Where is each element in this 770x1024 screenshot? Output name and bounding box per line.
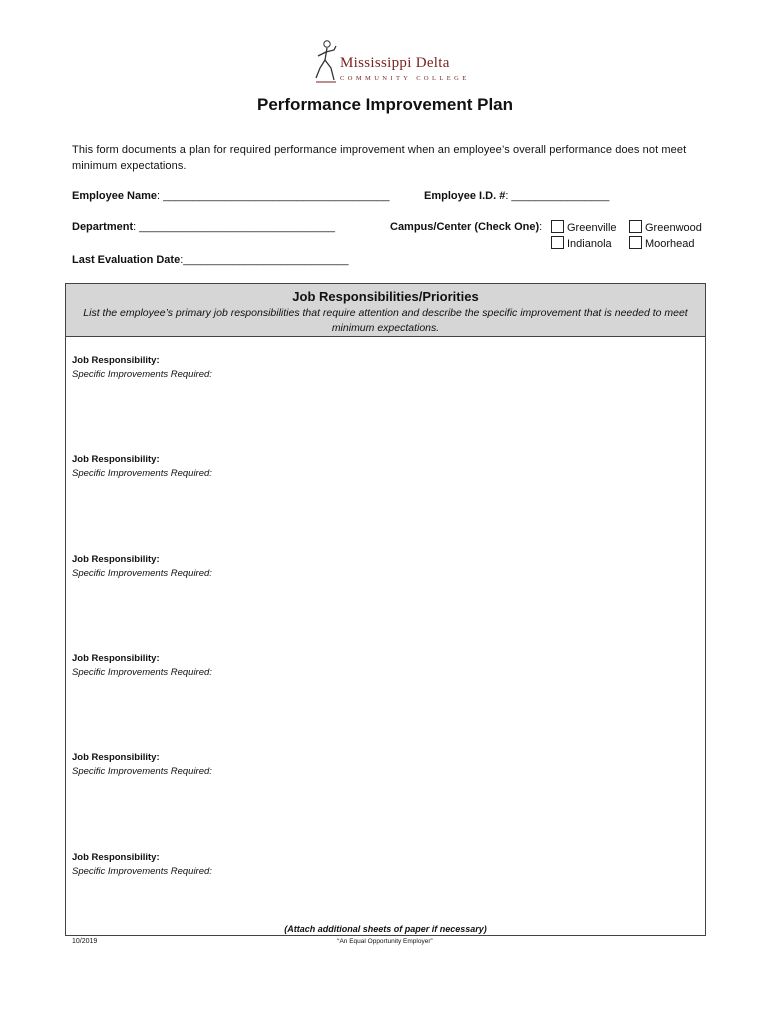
section-description: List the employee’s primary job responsibilities that require attention and describe the specific improvement that is needed to meet minimum expectations. [83, 307, 688, 334]
employee-name-field[interactable] [72, 190, 389, 202]
campus-colon: : [539, 221, 543, 233]
improvements-label: Specific Improvements Required: [72, 568, 212, 579]
campus-moorhead-label: Moorhead [645, 238, 695, 250]
employee-name-line[interactable]: : _____________________________________ [156, 190, 390, 202]
department-line[interactable]: : ________________________________ [133, 221, 336, 233]
responsibilities-section [65, 283, 706, 936]
responsibility-label: Job Responsibility: [72, 355, 160, 366]
campus-indianola-checkbox[interactable] [551, 236, 612, 250]
campus-greenwood-checkbox[interactable] [629, 220, 702, 234]
responsibility-label: Job Responsibility: [72, 554, 160, 565]
improvements-label: Specific Improvements Required: [72, 369, 212, 380]
equal-opportunity-note: “An Equal Opportunity Employer” [337, 938, 433, 945]
form-revision-date: 10/2019 [72, 938, 98, 945]
responsibility-label: Job Responsibility: [72, 752, 160, 763]
employee-id-field[interactable] [424, 190, 609, 202]
improvements-label: Specific Improvements Required: [72, 766, 212, 777]
responsibility-block[interactable] [72, 553, 212, 581]
college-logo [312, 38, 472, 88]
campus-greenwood-label: Greenwood [645, 222, 702, 234]
last-evaluation-line[interactable]: :___________________________ [180, 254, 349, 266]
department-field[interactable] [72, 221, 335, 233]
improvements-label: Specific Improvements Required: [72, 866, 212, 877]
section-header [66, 284, 705, 337]
logo-name: Mississippi Delta [340, 55, 450, 71]
checkbox-icon[interactable] [629, 236, 642, 249]
employee-name-label: Employee Name [72, 190, 157, 202]
campus-greenville-checkbox[interactable] [551, 220, 617, 234]
campus-label: Campus/Center (Check One) [390, 221, 540, 233]
responsibility-block[interactable] [72, 751, 212, 779]
last-evaluation-label: Last Evaluation Date [72, 254, 181, 266]
last-evaluation-field[interactable] [72, 254, 348, 266]
responsibility-label: Job Responsibility: [72, 653, 160, 664]
improvements-label: Specific Improvements Required: [72, 667, 212, 678]
campus-indianola-label: Indianola [567, 238, 612, 250]
section-heading: Job Responsibilities/Priorities [292, 289, 479, 304]
page-title: Performance Improvement Plan [256, 95, 514, 114]
campus-greenville-label: Greenville [567, 222, 617, 234]
campus-moorhead-checkbox[interactable] [629, 236, 695, 250]
checkbox-icon[interactable] [551, 220, 564, 233]
campus-label-wrap [390, 221, 542, 233]
employee-id-line[interactable]: : ________________ [505, 190, 610, 202]
employee-id-label: Employee I.D. # [424, 190, 506, 202]
runner-emblem-icon [312, 38, 340, 88]
responsibility-block[interactable] [72, 453, 212, 481]
department-label: Department [72, 221, 134, 233]
attach-note: (Attach additional sheets of paper if necessary) [284, 924, 487, 934]
checkbox-icon[interactable] [629, 220, 642, 233]
logo-subtitle: COMMUNITY COLLEGE [340, 75, 470, 82]
responsibility-label: Job Responsibility: [72, 852, 160, 863]
responsibility-block[interactable] [72, 354, 212, 382]
checkbox-icon[interactable] [551, 236, 564, 249]
intro-paragraph: This form documents a plan for required performance improvement when an employee’s overall performance does not meet minimum expectations. [72, 144, 687, 172]
improvements-label: Specific Improvements Required: [72, 468, 212, 479]
responsibility-label: Job Responsibility: [72, 454, 160, 465]
responsibility-block[interactable] [72, 851, 212, 879]
responsibility-block[interactable] [72, 652, 212, 680]
